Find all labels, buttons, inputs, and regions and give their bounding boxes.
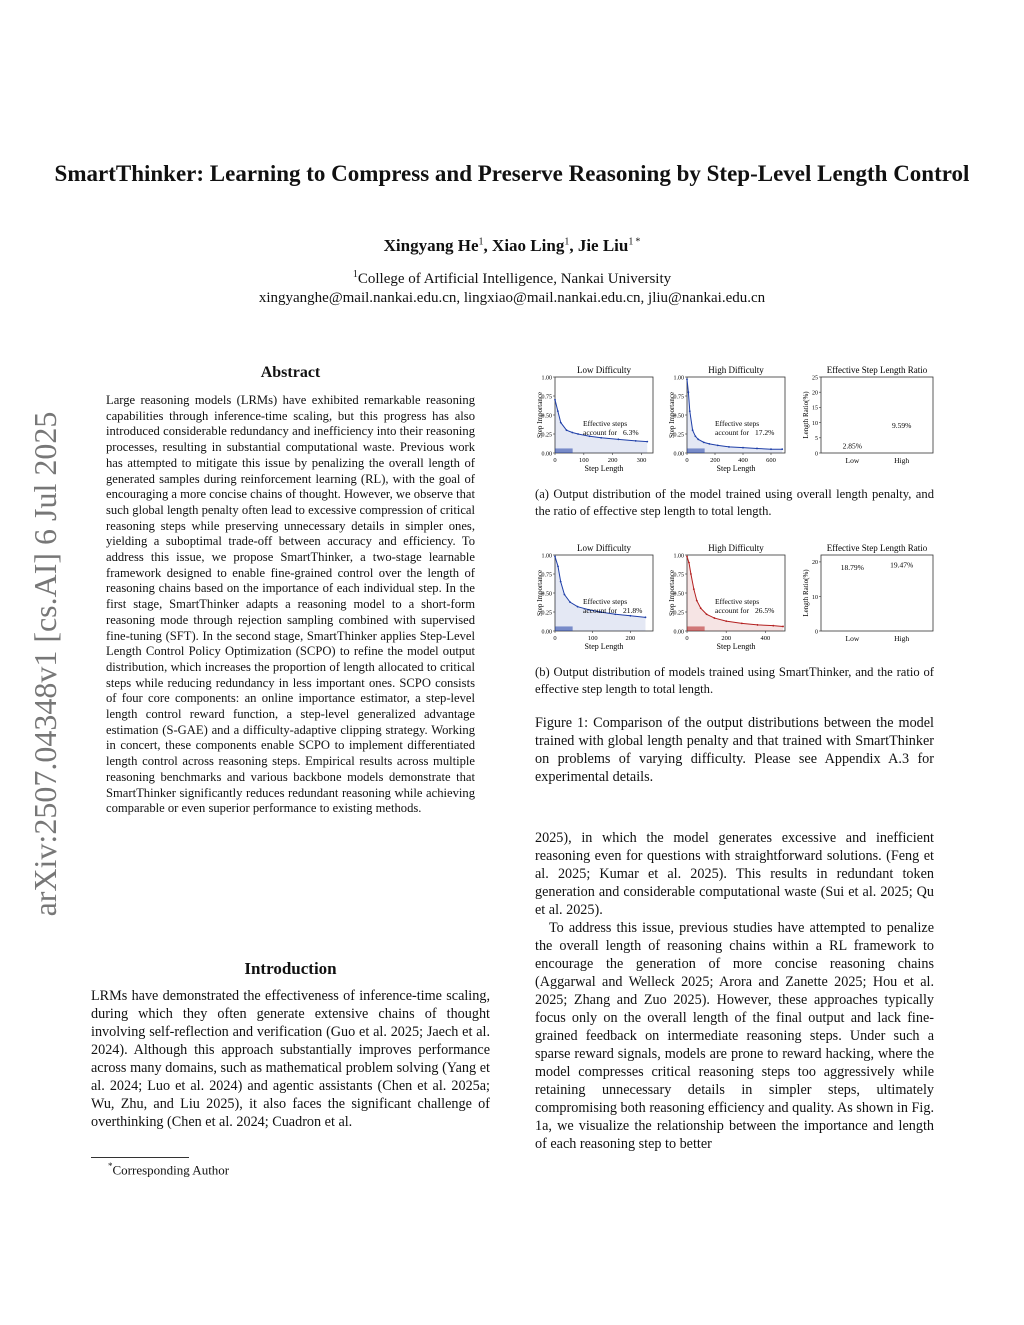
importance-area xyxy=(687,557,783,631)
y-tick-label: 1.00 xyxy=(673,553,684,560)
y-tick-label: 25 xyxy=(812,375,818,382)
chart-title: Effective Step Length Ratio xyxy=(826,543,928,553)
bar-value-label: 19.47% xyxy=(890,560,914,570)
data-point xyxy=(725,620,727,622)
importance-area xyxy=(687,379,782,453)
y-axis-label: Step Importance xyxy=(668,569,676,617)
annotation-line-1: Effective steps xyxy=(583,419,628,428)
data-point xyxy=(560,422,562,424)
data-point xyxy=(757,624,759,626)
plot-frame xyxy=(821,555,933,631)
x-tick-label: 400 xyxy=(738,457,748,464)
data-point xyxy=(554,399,556,401)
data-point xyxy=(717,445,719,447)
x-axis-label: Step Length xyxy=(584,464,624,473)
y-tick-label: 1.00 xyxy=(541,375,552,382)
annotation-line-1: Effective steps xyxy=(715,597,760,606)
data-point xyxy=(557,410,559,412)
annotation-value: 26.5% xyxy=(755,606,775,615)
data-point xyxy=(692,429,694,431)
author-affil-mark: 1 * xyxy=(628,236,641,248)
annotation-value: 21.8% xyxy=(623,606,643,615)
category-label: High xyxy=(894,456,910,465)
y-tick-label: 0.50 xyxy=(541,413,552,420)
x-tick-label: 200 xyxy=(721,635,732,642)
y-tick-label: 0 xyxy=(815,451,818,458)
y-tick-label: 1.00 xyxy=(673,375,684,382)
chart-title: High Difficulty xyxy=(708,543,764,553)
annotation-line-1: Effective steps xyxy=(715,419,760,428)
footnote-text: Corresponding Author xyxy=(112,1162,230,1178)
y-tick-label: 0 xyxy=(815,629,818,636)
y-tick-label: 0.25 xyxy=(673,610,684,617)
x-tick-label: 200 xyxy=(625,635,636,642)
y-axis-label: Step Importance xyxy=(668,391,676,439)
annotation-line-2: account for xyxy=(583,428,617,437)
y-tick-label: 5 xyxy=(815,436,818,443)
y-tick-label: 10 xyxy=(812,594,818,601)
data-point xyxy=(688,562,690,564)
chart-title: Low Difficulty xyxy=(576,543,632,553)
chart-panel-b-ratio xyxy=(802,543,933,643)
data-point xyxy=(709,443,711,445)
data-point xyxy=(770,448,772,450)
category-label: Low xyxy=(845,456,860,465)
x-tick-label: 400 xyxy=(760,635,771,642)
x-axis-label: Step Length xyxy=(716,642,756,651)
importance-area xyxy=(555,557,645,631)
author-affil-mark: 1 xyxy=(478,236,484,248)
data-point xyxy=(781,448,783,450)
introduction-heading: Introduction xyxy=(244,959,337,978)
annotation-line-2: account for xyxy=(715,606,749,615)
y-tick-label: 10 xyxy=(812,420,818,427)
abstract-text: Large reasoning models (LRMs) have exhibited remarkable reasoning capabilities through inference-time scaling, but this progress has also introduced considerable redundancy and inefficiency into their reasoning processes, resulting in substantial computational waste. Previous work has attempted to mitigate this issue by penalizing the overall length of generated samples during reinforcement learning (RL), with the goal of encouraging a more concise chains of thought. However, we observe that such global length penalty often lead to excessive compression of critical reasoning steps while preserving unnecessary details in simpler ones, yielding a suboptimal trade-off between accuracy and efficiency. To address this issue, we propose SmartThinker, a two-stage learnable framework designed to enable fine-grained control over the length of reasoning chains based on the importance of each individual step. In the first stage, SmartThinker adapts a reasoning model to a short-form reasoning mode through rejection sampling combined with supervised fine-tuning (SFT). In the second stage, SmartThinker applies Step-Level Length Control Policy Optimization (SCPO) to refine the model output distribution, which increases the proportion of length allocated to critical steps while reducing redundancy in less important ones. SCPO consists of four core components: an online importance estimator, a step-level length control reward function, a step-level generalized advantage estimation (S-GAE) and a difficulty-adaptive clipping strategy. Working in concert, these components enable SCPO to implement differentiated length control across reasoning steps. Empirical results across multiple reasoning benchmarks and various backbone models demonstrate that SmartThinker significantly reduces redundant reasoning while achieving comparable or even superior performance to existing methods. xyxy=(106,393,475,816)
x-axis-label: Step Length xyxy=(584,642,624,651)
affiliation: College of Artificial Intelligence, Nankai University xyxy=(357,271,672,287)
y-tick-label: 20 xyxy=(812,560,818,567)
data-point xyxy=(645,616,647,618)
data-point xyxy=(557,566,559,568)
data-point xyxy=(629,615,631,617)
y-tick-label: 1.00 xyxy=(541,553,552,560)
x-tick-label: 0 xyxy=(553,457,557,464)
x-tick-label: 100 xyxy=(587,635,598,642)
data-point xyxy=(560,581,562,583)
data-point xyxy=(569,601,571,603)
figure-1a-panels xyxy=(535,363,935,483)
data-point xyxy=(646,441,648,443)
data-point xyxy=(756,448,758,450)
data-point xyxy=(696,600,698,602)
chart-title: Effective Step Length Ratio xyxy=(826,365,928,375)
data-point xyxy=(618,438,620,440)
x-tick-label: 600 xyxy=(766,457,776,464)
y-tick-label: 0.50 xyxy=(541,591,552,598)
x-axis-label: Step Length xyxy=(716,464,756,473)
data-point xyxy=(571,432,573,434)
data-point xyxy=(554,556,556,558)
y-tick-label: 0.75 xyxy=(541,572,552,579)
bar-value-label: 2.85% xyxy=(842,441,863,451)
paper-title: SmartThinker: Learning to Compress and Preserve Reasoning by Step-Level Length Control xyxy=(54,161,970,186)
author-name: Jie Liu xyxy=(577,236,629,255)
x-tick-label: 200 xyxy=(607,457,618,464)
data-point xyxy=(693,588,695,590)
figure-1a-subcaption: (a) Output distribution of the model trained using overall length penalty, and the ratio of effective step length to total length. xyxy=(535,487,934,518)
data-point xyxy=(689,410,691,412)
y-tick-label: 0.50 xyxy=(673,591,684,598)
data-point xyxy=(566,429,568,431)
importance-curve xyxy=(687,379,782,449)
chart-panel-b-low xyxy=(536,543,653,651)
chart-panel-a-low xyxy=(536,365,653,473)
data-point xyxy=(700,607,702,609)
y-axis-label: Length Ratio(%) xyxy=(802,391,810,439)
y-tick-label: 0.00 xyxy=(673,451,684,458)
category-label: High xyxy=(894,634,910,643)
body-paragraph: To address this issue, previous studies have attempted to penalize the overall length of reasoning chains within a RL framework to encourage the generation of more concise reasoning chains (Aggarwal and Welleck 2025; Arora and Zanette 2025; Hou et al. 2025; Zhang and Zuo 2025). However, these approaches typically focus only on the overall length of the final output and lack fine-grained feedback on intermediate reasoning steps. Under such a sparse reward signals, models are prone to reward hacking, where the model compresses critical reasoning steps too aggressively while retaining unnecessary details in simpler steps, ultimately compromising both reasoning efficiency and quality. As shown in Fig. 1a, we visualize the relationship between the importance and length of each reasoning step to better xyxy=(535,920,934,1152)
figure-1-caption: Figure 1: Comparison of the output distributions between the model trained with global length penalty and that trained with SmartThinker on problems of varying difficulty. Please see Appendix A.3 for experimental details. xyxy=(535,715,934,785)
data-point xyxy=(742,447,744,449)
bar-value-label: 18.79% xyxy=(840,563,864,573)
affiliation-mark: 1 xyxy=(352,269,358,280)
y-tick-label: 0.00 xyxy=(673,629,684,636)
arxiv-stamp: arXiv:2507.04348v1 [cs.AI] 6 Jul 2025 xyxy=(27,411,63,917)
data-point xyxy=(695,435,697,437)
x-tick-label: 100 xyxy=(578,457,589,464)
author-name: Xingyang He xyxy=(383,236,479,255)
data-point xyxy=(686,378,688,380)
chart-title: Low Difficulty xyxy=(576,365,632,375)
annotation-line-2: account for xyxy=(583,606,617,615)
data-point xyxy=(728,446,730,448)
author-name: Xiao Ling xyxy=(492,236,565,255)
footnote-divider xyxy=(91,1157,189,1158)
data-point xyxy=(714,617,716,619)
data-point xyxy=(577,606,579,608)
chart-panel-a-high xyxy=(668,365,785,473)
y-axis-label: Step Importance xyxy=(536,569,544,617)
y-tick-label: 0.75 xyxy=(673,394,684,401)
y-tick-label: 0.25 xyxy=(541,610,552,617)
affiliation-block xyxy=(0,265,1024,308)
figure-1b-panels xyxy=(535,541,935,661)
x-tick-label: 0 xyxy=(553,635,557,642)
y-axis-label: Length Ratio(%) xyxy=(802,569,810,617)
chart-panel-a-ratio xyxy=(802,365,933,465)
y-tick-label: 20 xyxy=(812,390,818,397)
bar-value-label: 9.59% xyxy=(891,420,912,430)
y-tick-label: 15 xyxy=(812,405,818,412)
right-column-text xyxy=(535,829,934,1153)
footnote-mark: * xyxy=(108,1161,113,1171)
y-tick-label: 0.25 xyxy=(673,432,684,439)
chart-panel-b-high xyxy=(668,543,785,651)
y-tick-label: 0.00 xyxy=(541,451,552,458)
y-tick-label: 0.25 xyxy=(541,432,552,439)
author-emails: xingyanghe@mail.nankai.edu.cn, lingxiao@mail.nankai.edu.cn, jliu@nankai.edu.cn xyxy=(258,290,766,306)
data-point xyxy=(686,556,688,558)
figure-1b-subcaption: (b) Output distribution of models trained using SmartThinker, and the ratio of effective step length to total length. xyxy=(535,665,934,696)
annotation-line-2: account for xyxy=(715,428,749,437)
author-list: Xingyang He$^1$, Xiao Ling$^1$, Jie Liu$^{1 *}$ xyxy=(383,236,641,255)
y-axis-label: Step Importance xyxy=(536,391,544,439)
author-affil-mark: 1 xyxy=(564,236,570,248)
y-tick-label: 0.75 xyxy=(673,572,684,579)
body-paragraph: 2025), in which the model generates excessive and inefficient reasoning even for questions with straightforward solutions. (Feng et al. 2025; Kumar et al. 2025). This results in redundant token generation and considerable computational waste (Sui et al. 2025; Qu et al. 2025). xyxy=(535,830,934,918)
data-point xyxy=(706,613,708,615)
footnote xyxy=(108,1161,229,1178)
data-point xyxy=(741,623,743,625)
x-tick-label: 300 xyxy=(636,457,647,464)
data-point xyxy=(635,440,637,442)
data-point xyxy=(690,573,692,575)
abstract-heading: Abstract xyxy=(260,364,321,381)
data-point xyxy=(772,625,774,627)
x-tick-label: 200 xyxy=(710,457,720,464)
x-tick-label: 0 xyxy=(685,457,689,464)
annotation-value: 6.3% xyxy=(623,428,639,437)
data-point xyxy=(688,391,690,393)
data-point xyxy=(782,626,784,628)
y-tick-label: 0.50 xyxy=(673,413,684,420)
category-label: Low xyxy=(845,634,860,643)
data-point xyxy=(697,438,699,440)
data-point xyxy=(564,594,566,596)
data-point xyxy=(577,433,579,435)
plot-frame xyxy=(821,377,933,453)
annotation-line-1: Effective steps xyxy=(583,597,628,606)
intro-paragraph: LRMs have demonstrated the effectiveness of inference-time scaling, during which they often generate extensive chains of thought involving self-reflection and verification (Guo et al. 2025; Jaech et al. 2024). Although this approach substantially improves performance across many domains, such as mathematical problem solving (Yang et al. 2024; Luo et al. 2024) and agentic assistants (Chen et al. 2025a; Wu, Zhu, and Liu 2025), it also faces the significant challenge of overthinking (Chen et al. 2024; Cuadron et al. xyxy=(91,988,490,1130)
chart-title: High Difficulty xyxy=(708,365,764,375)
y-tick-label: 0.75 xyxy=(541,394,552,401)
data-point xyxy=(600,437,602,439)
data-point xyxy=(703,441,705,443)
y-tick-label: 0.00 xyxy=(541,629,552,636)
annotation-value: 17.2% xyxy=(755,428,775,437)
x-tick-label: 0 xyxy=(685,635,689,642)
